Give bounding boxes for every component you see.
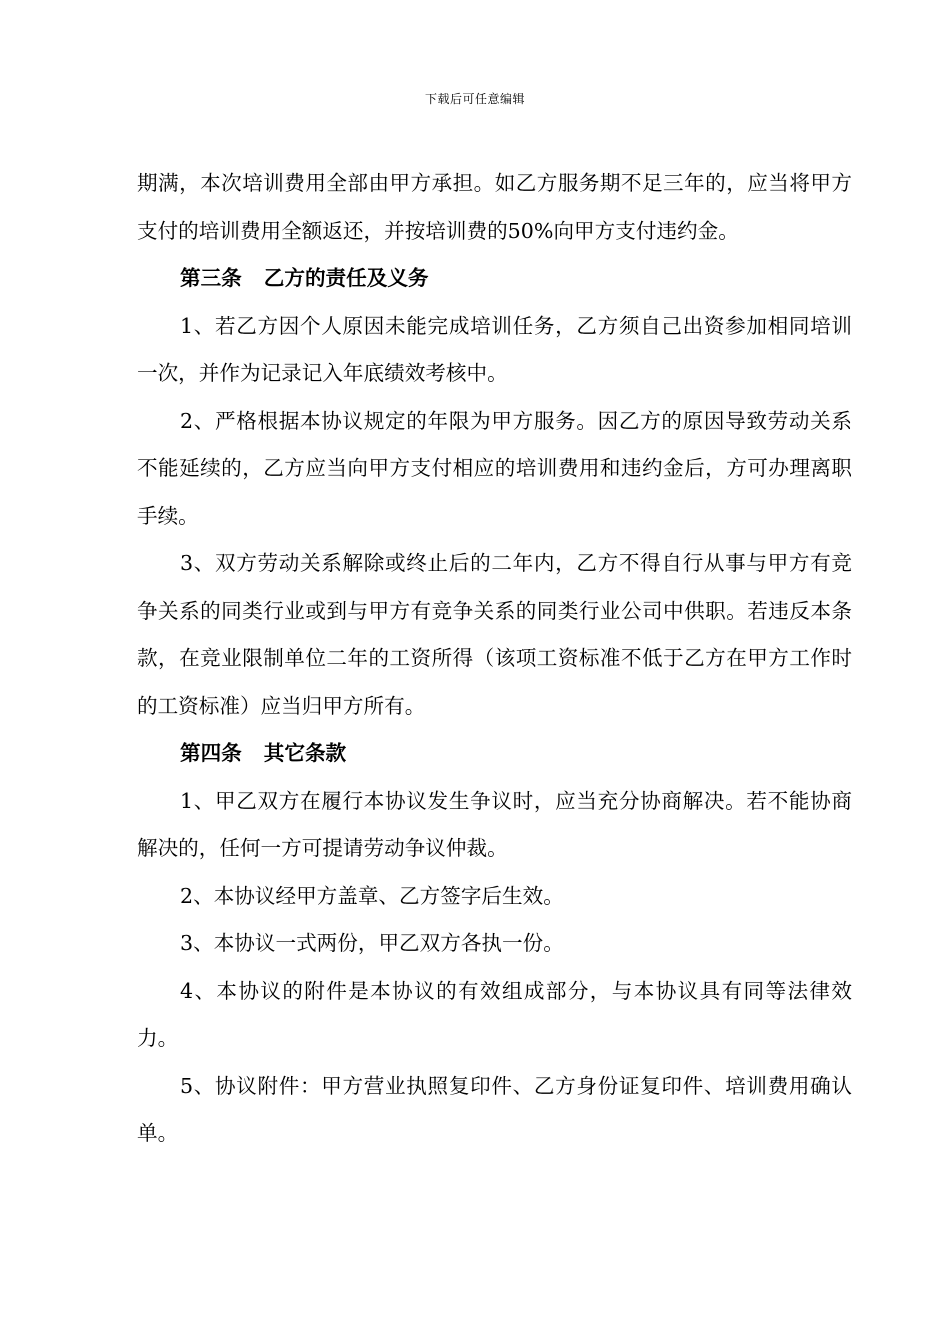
article-4-title: 其它条款	[263, 741, 347, 765]
document-body	[137, 160, 852, 1158]
article-4-item-2: 2、本协议经甲方盖章、乙方签字后生效。	[180, 883, 564, 908]
article-3-title: 乙方的责任及义务	[263, 266, 429, 290]
article-4-item-5: 5、协议附件：甲方营业执照复印件、乙方身份证复印件、培训费用确认单。	[137, 1073, 852, 1145]
article-3-heading	[137, 255, 852, 303]
article-3-item-1: 1、若乙方因个人原因未能完成培训任务，乙方须自己出资参加相同培训一次，并作为记录记入年底绩效考核中。	[137, 313, 852, 385]
page-header-note: 下载后可任意编辑	[424, 92, 525, 106]
article-4-item-1: 1、甲乙双方在履行本协议发生争议时，应当充分协商解决。若不能协商解决的，任何一方可提请劳动争议仲裁。	[137, 788, 852, 860]
article-3-item-2: 2、严格根据本协议规定的年限为甲方服务。因乙方的原因导致劳动关系不能延续的，乙方应当向甲方支付相应的培训费用和违约金后，方可办理离职手续。	[137, 408, 852, 528]
article-4-item-4: 4、本协议的附件是本协议的有效组成部分，与本协议具有同等法律效力。	[137, 978, 852, 1050]
article-4-item-3: 3、本协议一式两份，甲乙双方各执一份。	[180, 931, 564, 955]
article-4-number: 第四条	[180, 741, 242, 765]
article-4-heading	[137, 730, 852, 778]
article-3-item-3: 3、双方劳动关系解除或终止后的二年内，乙方不得自行从事与甲方有竞争关系的同类行业或到与甲方有竞争关系的同类行业公司中供职。若违反本条款，在竞业限制单位二年的工资所得（该项工资标准不低于乙方在甲方工作时的工资标准）应当归甲方所有。	[137, 551, 852, 718]
continued-paragraph: 期满，本次培训费用全部由甲方承担。如乙方服务期不足三年的，应当将甲方支付的培训费用全额返还，并按培训费的50%向甲方支付违约金。	[137, 171, 852, 243]
article-3-number: 第三条	[180, 266, 242, 290]
